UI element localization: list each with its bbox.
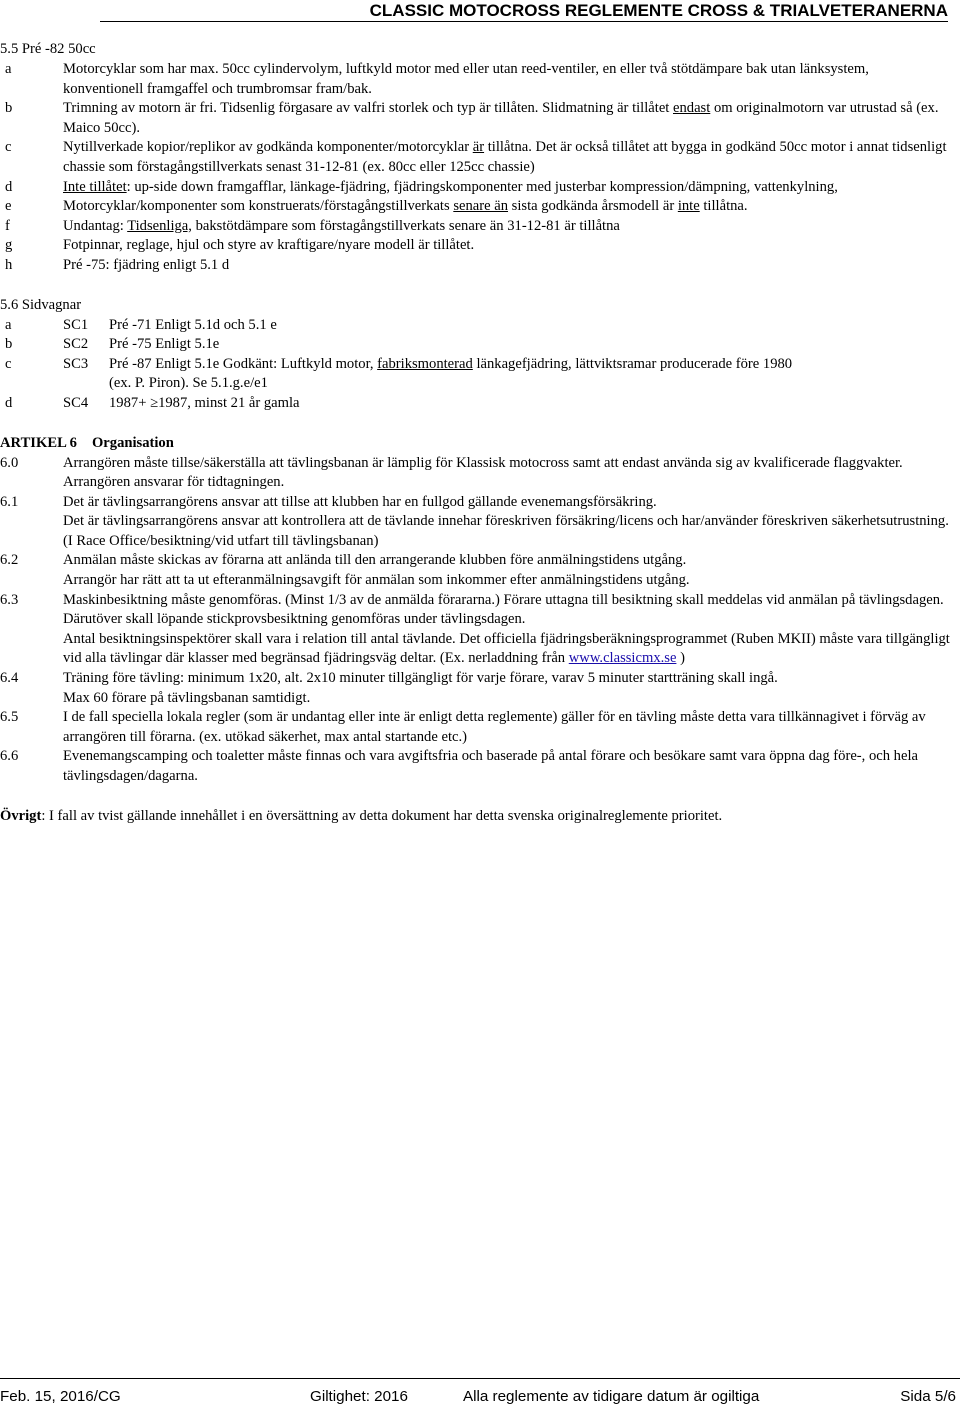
item-text: Undantag: Tidsenliga, bakstötdämpare som förstagångstillverkats senare än 31-12-81 är tillåtna bbox=[63, 217, 620, 234]
paragraph-6-0: 6.0 Arrangören måste tillse/säkerställa att tävlingsbanan är lämplig för Klassisk motocross samt att endast använda sig av kvalificerade flaggvakter. Arrangören ansvarar för tidtagningen. bbox=[0, 454, 903, 491]
list-item bbox=[0, 316, 960, 336]
page-footer bbox=[0, 1378, 960, 1407]
paragraph-6-2: 6.2 Anmälan måste skickas av förarna att anlända till den arrangerande klubben före anmälningstidens utgång. bbox=[0, 552, 687, 569]
list-item bbox=[0, 178, 960, 198]
item-label: b bbox=[5, 336, 13, 353]
list-item bbox=[0, 335, 960, 355]
list-item bbox=[0, 394, 960, 414]
list-item bbox=[0, 60, 960, 99]
paragraph-6-3: 6.3 Maskinbesiktning måste genomföras. (Minst 1/3 av de anmälda förararna.) Förare uttagna till besiktning skall meddelas vid anmälan på tävlingsdagen. Därutöver skall löpande stickprovsbesiktning genomföras under tävlingsdagen. bbox=[0, 591, 944, 628]
document-body: 5.5 Pré -82 50cc a Motorcyklar som har max. 50cc cylindervolym, luftkyld motor med eller utan reed-ventiler, en eller två stötdämpare bak utan länksystem, konventionell framgaffel och trumbromsar fram/bak. b Trimning av motorn är fri. Tidsenlig förgasare av valfri storlek och typ är tillåten. Slidmatning är tillåtet endast om originalmotorn var utrustad så (ex. Maico 50cc). c Nytillverkade kopior/replikor av godkända komponenter/motorcyklar är tillåtna. Det är också tillåtet att bygga in godkänd 50cc motor i annat tidsenligt chassie som förstagångstillverkats senast 31-12-81 (ex. 80cc eller 125cc chassie) d Inte tillåtet: up-side down framgafflar, länkage-fjädring, fjädringskomponenter med justerbar kompression/dämpning, vattenkylning, e Motorcyklar/komponenter som konstruerats/förstagångstillverkats senare än sista godkända årsmodell är inte tillåtna. f Undantag: Tidsenliga, bakstötdämpare som förstagångstillverkats senare än 31-12-81 är tillåtna g Fotpinnar, reglage, hjul och styre av kraftigare/nyare modell är tillåtet. h Pré -75: fjädring enligt 5.1 d 5.6 Sidvagnar a SC1 Pré -71 Enligt 5.1d och 5.1 e b SC2 Pré -75 Enligt 5.1e c SC3 Pré -87 Enligt 5.1e Godkänt: Luftkyld motor, fabriksmonterad länkagefjädring, lättviktsramar producerade före 1980 (ex. P. Piron). Se 5.1.g.e/e1 d SC4 1987+ ≥1987, minst 21 år gamla ARTIKEL 6 Organisation 6.0 Arrangören måste tillse/säkerställa att tävlingsbanan är lämplig för Klassisk motocross samt att endast använda sig av kvalificerade flaggvakter. Arrangören ansvarar för tidtagningen. 6.1 Det är tävlingsarrangörens ansvar att tillse att klubben har en fullgod gällande evenemangsförsäkring. Det är tävlingsarrangörens ansvar att kontrollera att de tävlande innehar föreskriven försäkring/licens och har/använder föreskriven säkerhetsutrustning. (I Race Office/besiktning/vid utfart till tävlingsbanan) 6.2 Anmälan måste skickas av förarna att anlända till den arrangerande klubben före anmälningstidens utgång. Arrangör har rätt att ta ut efteranmälningsavgift för anmälan som inkommer efter anmälningstidens utgång. 6.3 Maskinbesiktning måste genomföras. (Minst 1/3 av de anmälda förararna.) Förare uttagna till besiktning skall meddelas vid anmälan på tävlingsdagen. Därutöver skall löpande stickprovsbesiktning genomföras under tävlingsdagen. Antal besiktningsinspektörer skall vara i relation till antal tävlande. Det officiella fjädringsberäkningsprogrammet (Ruben MKII) måste vara tillgängligt vid alla tävlingar där klasser med begränsad fjädringsväg deltar. (Ex. nerladdning från www.classicmx.se ) 6.4 Träning före tävling: minimum 1x20, alt. 2x10 minuter tillgängligt för varje förare, varav 5 minuter startträning skall ingå. Max 60 förare på tävlingsbanan samtidigt. 6.5 I de fall speciella lokala regler (som är undantag eller inte är enligt detta reglemente) gäller för en tävling måste detta vara tillkännagivet i förväg av arrangören till förarna. (ex. utökad säkerhet, max antal startande etc.) 6.6 Evenemangscamping och toaletter måste finnas och vara avgiftsfria och baserade på antal förare och besökare samt vara öppna dag före-, och hela tävlingsdagen/dagarna. Övrigt: I fall av tvist gällande innehållet i en översättning av detta dokument har detta svenska originalreglemente prioritet. bbox=[0, 40, 960, 826]
item-text: SC1 Pré -71 Enligt 5.1d och 5.1 e bbox=[63, 316, 277, 333]
list-item bbox=[0, 197, 960, 217]
item-text: Motorcyklar/komponenter som konstruerats/förstagångstillverkats senare än sista godkända årsmodell är inte tillåtna. bbox=[63, 198, 748, 215]
item-label: d bbox=[5, 178, 13, 195]
item-text: Pré -75: fjädring enligt 5.1 d bbox=[63, 256, 230, 273]
list-item bbox=[0, 256, 960, 276]
item-label: a bbox=[5, 316, 12, 333]
item-label: a bbox=[5, 61, 12, 77]
list-item bbox=[0, 236, 960, 256]
item-label: f bbox=[5, 217, 10, 234]
item-text: SC3 Pré -87 Enligt 5.1e Godkänt: Luftkyld motor, fabriksmonterad länkagefjädring, lättviktsramar producerade före 1980 (ex. P. Piron). Se 5.1.g.e/e1 bbox=[63, 355, 793, 392]
item-text: Fotpinnar, reglage, hjul och styre av kraftigare/nyare modell är tillåtet. bbox=[63, 237, 475, 254]
footer-page-number: Sida 5/6 bbox=[900, 1388, 956, 1405]
article-6-title: ARTIKEL 6 Organisation bbox=[0, 434, 174, 451]
page-header bbox=[100, 0, 948, 22]
item-label: d bbox=[5, 394, 13, 411]
item-text: Motorcyklar som har max. 50cc cylindervolym, luftkyld motor med eller utan reed-ventiler, en eller två stötdämpare bak utan länksystem, konventionell framgaffel och trumbromsar fram/bak. bbox=[63, 61, 869, 97]
footer-validity: Giltighet: 2016 bbox=[310, 1388, 408, 1405]
item-text: Nytillverkade kopior/replikor av godkända komponenter/motorcyklar är tillåtna. Det är också tillåtet att bygga in godkänd 50cc motor i annat tidsenligt chassie som förstagångstillverkats senast 31-12-81 (ex. 80cc eller 125cc chassie) bbox=[63, 139, 947, 175]
item-label: b bbox=[5, 100, 13, 117]
item-text: SC2 Pré -75 Enligt 5.1e bbox=[63, 336, 220, 353]
list-item bbox=[0, 217, 960, 237]
list-item bbox=[0, 138, 960, 177]
footer-date: Feb. 15, 2016/CG bbox=[0, 1388, 121, 1405]
classicmx-link[interactable]: www.classicmx.se bbox=[568, 650, 677, 667]
footer-note: Alla reglemente av tidigare datum är ogiltiga bbox=[463, 1388, 760, 1405]
section-5-6-title: 5.6 Sidvagnar bbox=[0, 296, 82, 313]
list-item bbox=[0, 355, 960, 394]
paragraph-6-4: 6.4 Träning före tävling: minimum 1x20, alt. 2x10 minuter tillgängligt för varje förare, varav 5 minuter startträning skall ingå. bbox=[0, 670, 778, 687]
list-item bbox=[0, 99, 960, 138]
item-text: Inte tillåtet: up-side down framgafflar, länkage-fjädring, fjädringskomponenter med justerbar kompression/dämpning, vattenkylning, bbox=[63, 178, 838, 195]
ovrigt-note: Övrigt: I fall av tvist gällande innehållet i en översättning av detta dokument har detta svenska originalreglemente prioritet. bbox=[0, 807, 723, 824]
item-text: Trimning av motorn är fri. Tidsenlig förgasare av valfri storlek och typ är tillåten. Slidmatning är tillåtet endast om originalmotorn var utrustad så (ex. Maico 50cc). bbox=[63, 100, 939, 136]
paragraph-6-1: 6.1 Det är tävlingsarrangörens ansvar att tillse att klubben har en fullgod gällande evenemangsförsäkring. bbox=[0, 493, 657, 510]
item-label: c bbox=[5, 355, 12, 372]
item-label: g bbox=[5, 237, 13, 254]
header-title: CLASSIC MOTOCROSS REGLEMENTE CROSS & TRIALVETERANERNA bbox=[369, 1, 948, 20]
paragraph-6-6: 6.6 Evenemangscamping och toaletter måste finnas och vara avgiftsfria och baserade på antal förare och besökare samt vara öppna dag före-, och hela tävlingsdagen/dagarna. bbox=[0, 748, 918, 784]
item-text: SC4 1987+ ≥1987, minst 21 år gamla bbox=[63, 394, 300, 411]
item-label: e bbox=[5, 198, 12, 215]
paragraph-6-5: 6.5 I de fall speciella lokala regler (som är undantag eller inte är enligt detta reglemente) gäller för en tävling måste detta vara tillkännagivet i förväg av arrangören till förarna. (ex. utökad säkerhet, max antal startande etc.) bbox=[0, 709, 926, 745]
section-5-5-title: 5.5 Pré -82 50cc bbox=[0, 41, 96, 57]
item-label: c bbox=[5, 139, 12, 156]
item-label: h bbox=[5, 256, 13, 273]
